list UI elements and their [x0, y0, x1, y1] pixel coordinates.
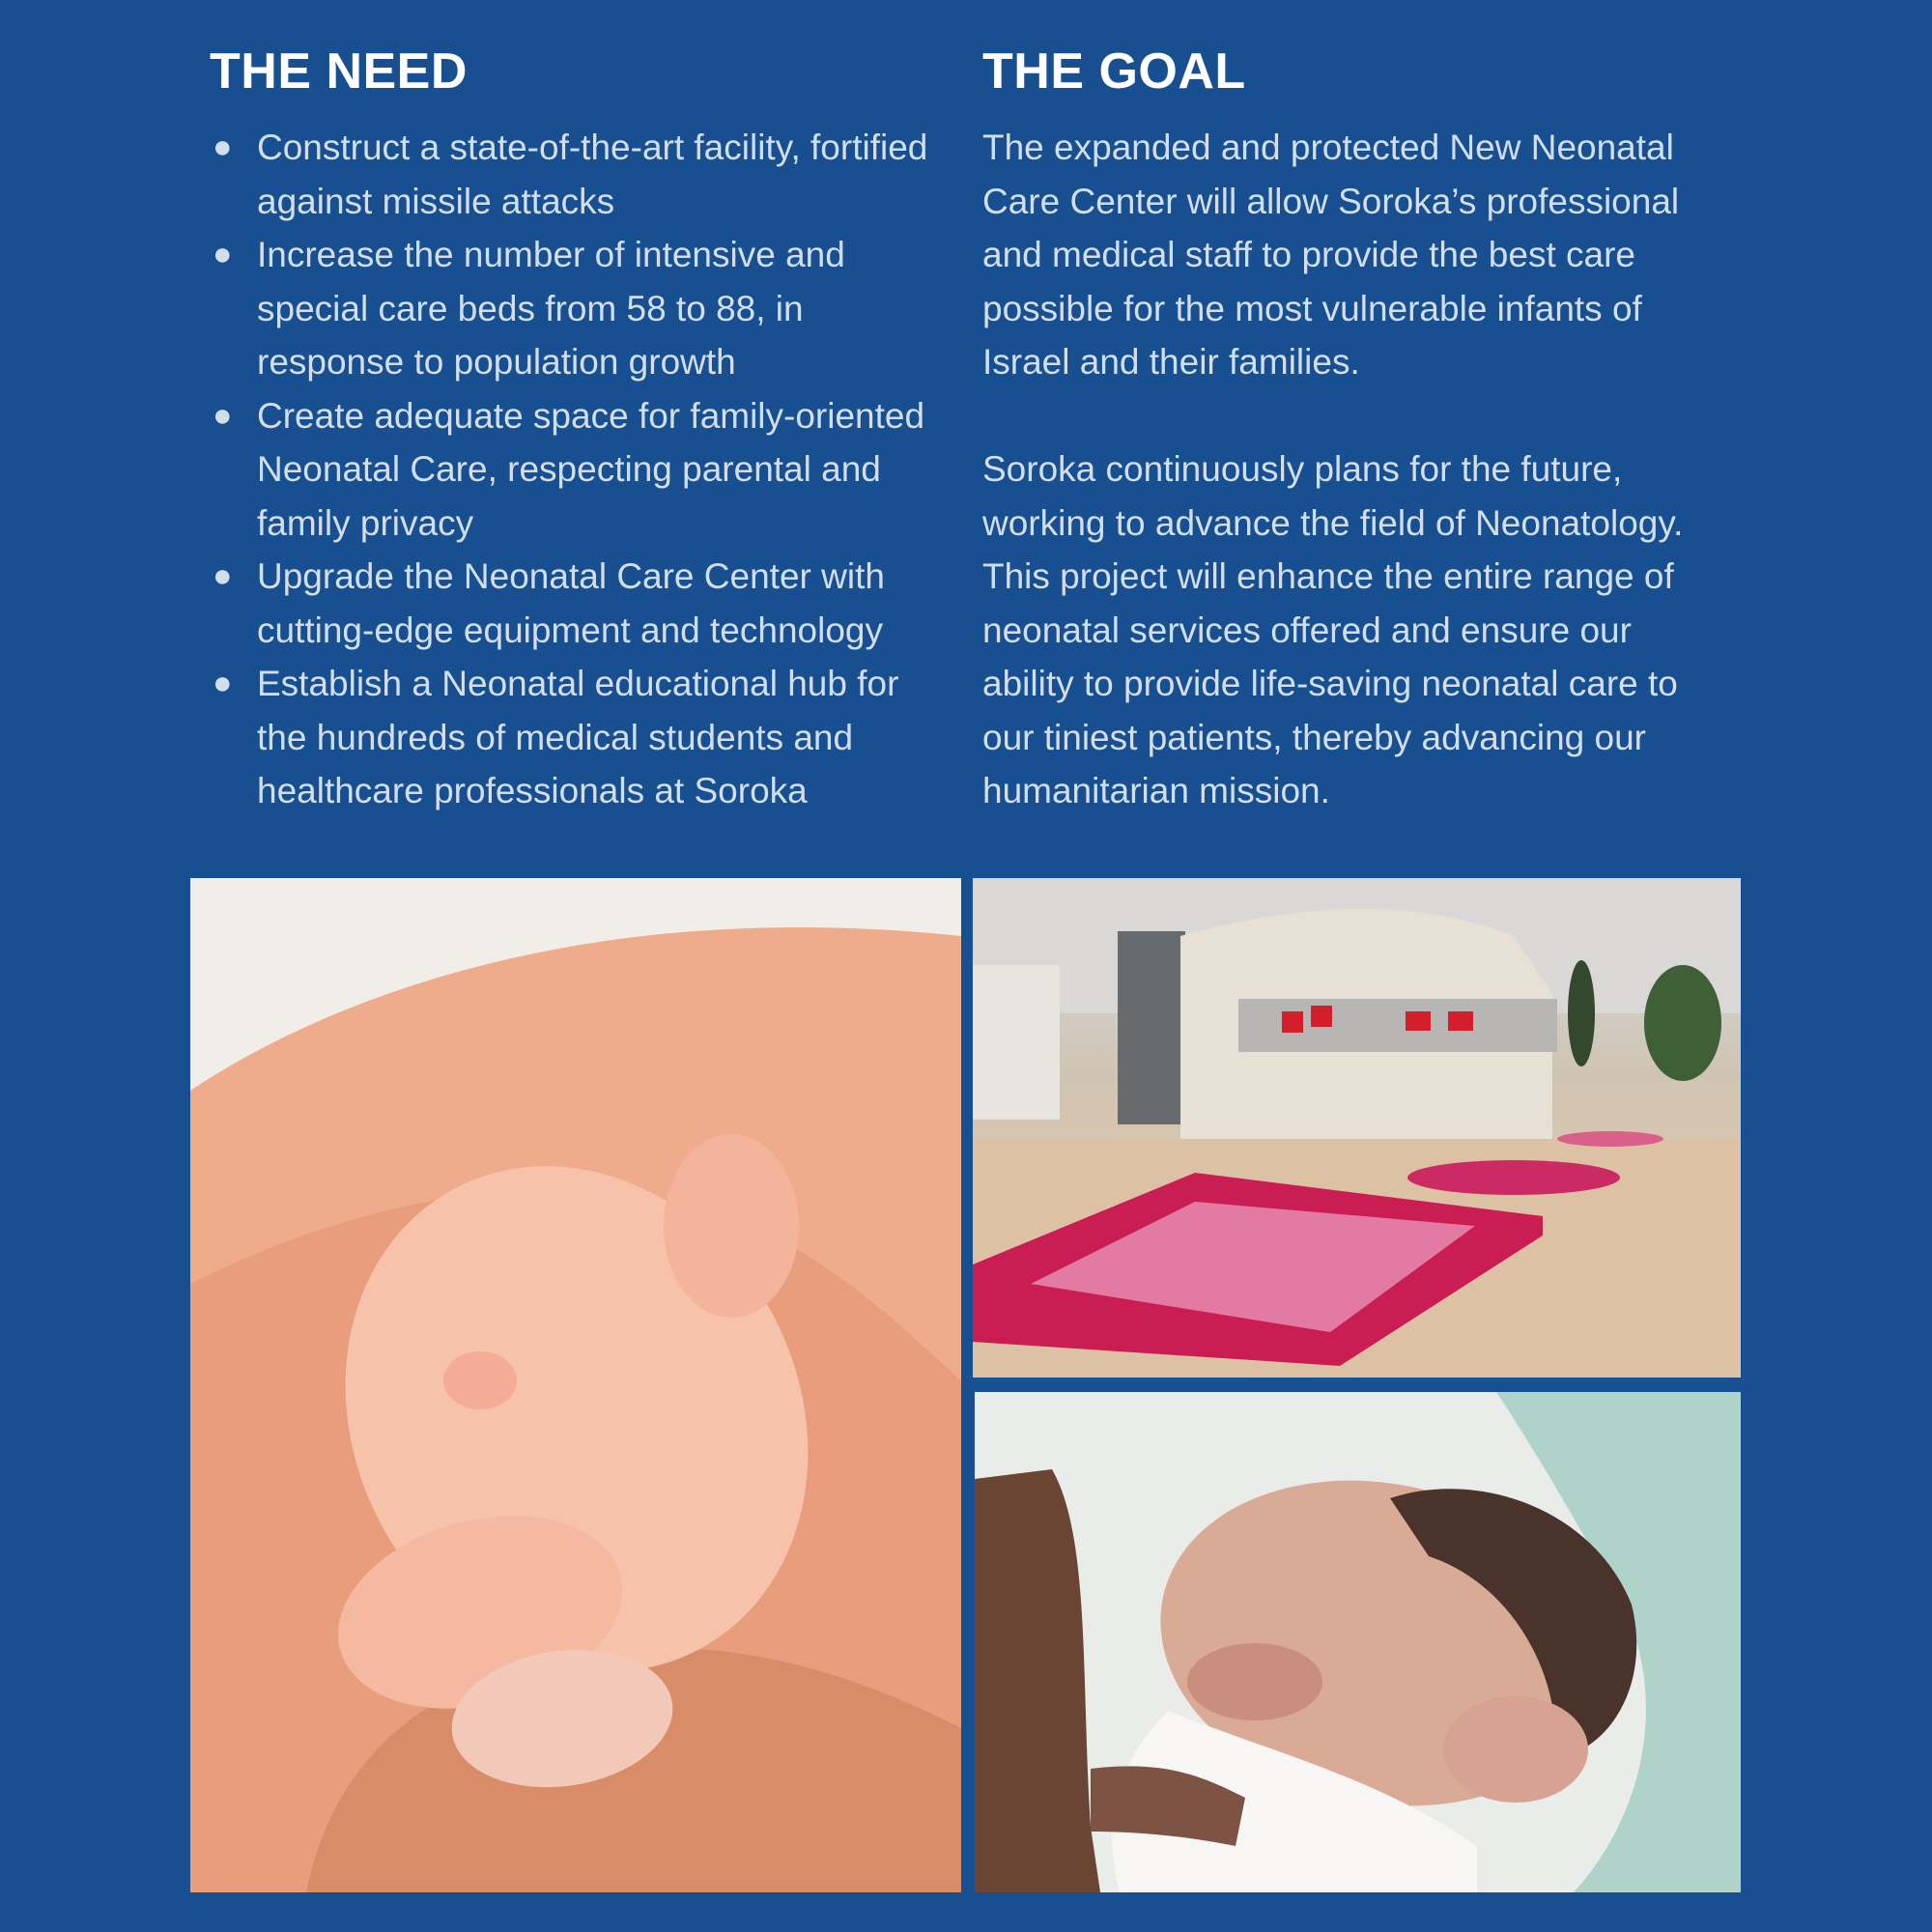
- need-item-text: Establish a Neonatal educational hub for the hundreds of medical students and healthcare professionals at Soroka: [257, 664, 899, 810]
- goal-text: [982, 121, 1726, 818]
- need-list: [210, 121, 953, 818]
- goal-paragraph: The expanded and protected New Neonatal Care Center will allow Soroka’s professional and medical staff to provide the best care possible for the most vulnerable infants of Israel and their families.: [982, 128, 1680, 382]
- goal-paragraph: Soroka continuously plans for the future, working to advance the field of Neonatology. This project will enhance the entire range of neonatal services offered and ensure our ability to provide life-saving neonatal care to our tiniest patients, thereby advancing our humanitarian mission.: [982, 449, 1684, 810]
- list-item: [210, 657, 953, 818]
- newborn-illustration: [975, 1392, 1741, 1892]
- hospital-building-photo: [973, 878, 1741, 1378]
- bullet-icon: ●: [213, 396, 233, 434]
- hospital-building-illustration: [973, 878, 1741, 1378]
- list-item: [210, 550, 953, 657]
- need-heading: THE NEED: [210, 43, 468, 99]
- hands-photo: [190, 878, 961, 1892]
- bullet-icon: ●: [213, 665, 233, 701]
- list-item: [210, 121, 953, 228]
- list-item: [210, 228, 953, 389]
- bullet-icon: ●: [213, 557, 233, 594]
- newborn-photo: [975, 1392, 1741, 1892]
- need-item-text: Upgrade the Neonatal Care Center with cutting-edge equipment and technology: [257, 556, 885, 650]
- bullet-icon: ●: [213, 236, 233, 272]
- need-item-text: Create adequate space for family-oriented Neonatal Care, respecting parental and family privacy: [257, 395, 925, 543]
- bullet-icon: ●: [213, 128, 233, 165]
- list-item: [210, 389, 953, 551]
- hands-illustration: [190, 878, 961, 1892]
- goal-heading: THE GOAL: [982, 43, 1246, 99]
- need-item-text: Increase the number of intensive and special care beds from 58 to 88, in response to population growth: [257, 235, 845, 382]
- need-item-text: Construct a state-of-the-art facility, fortified against missile attacks: [257, 128, 928, 221]
